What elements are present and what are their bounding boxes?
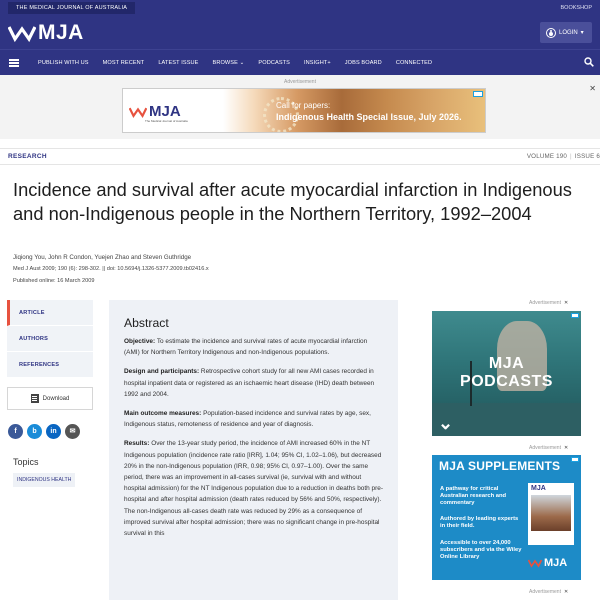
- journal-label[interactable]: THE MEDICAL JOURNAL OF AUSTRALIA: [8, 2, 135, 14]
- banner-line2: Indigenous Health Special Issue, July 2026.: [276, 112, 462, 122]
- nav-jobs-board[interactable]: JOBS BOARD: [344, 60, 382, 66]
- user-icon: [546, 28, 556, 38]
- nav-browse-label: BROWSE: [212, 60, 238, 66]
- supplement-cover-logo: MJA: [531, 485, 546, 492]
- article-section-bar: [0, 148, 600, 165]
- facebook-icon[interactable]: f: [8, 424, 23, 439]
- mja-logo-mark-icon: [8, 23, 36, 43]
- issue-label[interactable]: ISSUE 6: [574, 153, 600, 160]
- supplements-point-3: Accessible to over 24,000 subscribers and via the Wiley Online Library: [440, 540, 522, 560]
- email-icon[interactable]: ✉: [65, 424, 80, 439]
- site-header: [0, 16, 600, 49]
- supplements-ad[interactable]: [432, 455, 581, 580]
- article-sidenav: [7, 300, 93, 378]
- podcast-desk: [432, 403, 581, 436]
- abstract-design: Design and participants: Retrospective cohort study for all new AMI cases recorded in hospital inpatient data or registered as an ischaemic heart disease (IHD) death between 1992 and 2004.: [124, 368, 375, 398]
- mja-logo[interactable]: [8, 22, 84, 44]
- supplement-cover: [528, 483, 574, 545]
- chevron-down-icon: ⌄: [438, 413, 454, 433]
- top-bar: [0, 0, 600, 16]
- supplements-point-1: A pathway for critical Australian research and commentary: [440, 486, 507, 506]
- close-icon[interactable]: ✕: [563, 445, 569, 451]
- topics-heading: Topics: [13, 457, 39, 467]
- abstract-results: Results: Over the 13-year study period, the incidence of AMI increased 60% in the NT Indigenous population (incidence rate ratio [IRR], 1.04; 95% CI, 1.02–1.06), but decreased 20% in the non-Indigenous population (IRR, 0.98; 95% CI, 0.97–1.00). Over the same period, there was an improvement in all-cases survival (ie, survival with and without hospital admission) for the NT Indigenous population due to a reduction in deaths both pre-hospital and after hospital admission (death rates reduced by 56% and 50%, respectively). The non-Indigenous all-cases death rate was reduced by 29% as a consequence of improved survival after hospital admission; there was no significant change in pre-hospital survival in this: [124, 440, 383, 538]
- sidenav-article[interactable]: ARTICLE: [7, 300, 93, 326]
- topic-tag[interactable]: INDIGENOUS HEALTH: [13, 473, 75, 487]
- bluesky-icon[interactable]: b: [27, 424, 42, 439]
- volume-label[interactable]: VOLUME 190: [526, 153, 568, 160]
- chevron-down-icon: ⌄: [239, 60, 245, 66]
- download-label: Download: [42, 395, 70, 402]
- nav-most-recent[interactable]: MOST RECENT: [102, 60, 145, 66]
- call-for-papers-banner[interactable]: [122, 88, 486, 133]
- supplement-cover-photo: [531, 495, 571, 531]
- banner-line1: Call for papers:: [276, 101, 331, 110]
- podcasts-title-line2: PODCASTS: [460, 373, 553, 390]
- bookshop-link[interactable]: BOOKSHOP: [560, 5, 592, 11]
- nav-publish-with-us[interactable]: PUBLISH WITH US: [38, 60, 89, 66]
- logo-text: MJA: [38, 21, 84, 44]
- top-ad-strip: [0, 75, 600, 139]
- abstract-heading: Abstract: [124, 316, 169, 330]
- pdf-icon: [31, 394, 39, 403]
- volume-issue: VOLUME 190 | ISSUE 6: [526, 153, 600, 160]
- nav-insight[interactable]: INSIGHT+: [304, 60, 331, 66]
- adchoices-icon[interactable]: [473, 91, 483, 97]
- abstract-objective: Objective: To estimate the incidence and survival rates of acute myocardial infarction (AMI) for Northern Territory Indigenous and non-Indigenous populations.: [124, 338, 368, 357]
- nav-browse[interactable]: [213, 60, 245, 66]
- ad-label: Advertisement: [284, 79, 316, 85]
- supplements-point-2: Authored by leading experts in their field.: [440, 516, 519, 529]
- chevron-down-icon: ▾: [580, 30, 584, 36]
- search-icon[interactable]: [584, 57, 594, 67]
- podcasts-title-line1: MJA: [488, 355, 525, 372]
- nav-podcasts[interactable]: PODCASTS: [258, 60, 290, 66]
- close-icon[interactable]: ✕: [563, 589, 569, 595]
- ad-label: Advertisement ✕: [529, 445, 569, 451]
- banner-logo-text: MJA: [149, 103, 181, 120]
- ad-label: Advertisement ✕: [529, 300, 569, 306]
- published-date: Published online: 16 March 2009: [13, 278, 95, 284]
- abstract-outcomes: Main outcome measures: Population-based incidence and survival rates by age, sex, Indigenous status, remoteness of residence and year of diagnosis.: [124, 410, 371, 429]
- article-authors[interactable]: Jiqiong You, John R Condon, Yuejen Zhao and Steven Guthridge: [13, 254, 192, 261]
- mja-logo-mark-icon: [528, 558, 542, 568]
- podcasts-ad[interactable]: [432, 311, 581, 436]
- sidenav-references[interactable]: REFERENCES: [7, 352, 93, 378]
- supplements-logo: [528, 557, 567, 569]
- share-buttons: [8, 424, 84, 439]
- article-title: Incidence and survival after acute myocardial infarction in Indigenous and non-Indigenous people in the Northern Territory, 1992–2004: [13, 179, 572, 224]
- nav-connected[interactable]: CONNECTED: [395, 60, 433, 66]
- login-label: LOGIN: [559, 29, 578, 36]
- adchoices-icon[interactable]: [571, 313, 579, 318]
- nav-latest-issue[interactable]: LATEST ISSUE: [158, 60, 199, 66]
- mja-logo-mark-icon: [129, 105, 147, 119]
- login-button[interactable]: [540, 22, 592, 43]
- supplements-logo-text: MJA: [544, 557, 568, 569]
- linkedin-icon[interactable]: in: [46, 424, 61, 439]
- article-citation: Med J Aust 2009; 190 (6): 298-302. || doi: 10.5694/j.1326-5377.2009.tb02416.x: [13, 266, 209, 272]
- supplements-heading: MJA SUPPLEMENTS: [439, 459, 561, 473]
- close-icon[interactable]: ✕: [563, 300, 569, 306]
- sidenav-authors[interactable]: AUTHORS: [7, 326, 93, 352]
- section-label[interactable]: RESEARCH: [8, 153, 47, 160]
- menu-icon[interactable]: [9, 59, 19, 67]
- ad-label: Advertisement ✕: [529, 589, 569, 595]
- adchoices-icon[interactable]: [571, 457, 579, 462]
- close-icon[interactable]: ✕: [589, 84, 596, 93]
- abstract-panel: [109, 300, 398, 600]
- download-button[interactable]: [7, 387, 93, 410]
- main-nav: [0, 49, 600, 75]
- banner-logo-sub: The Medical Journal of Australia: [145, 119, 188, 123]
